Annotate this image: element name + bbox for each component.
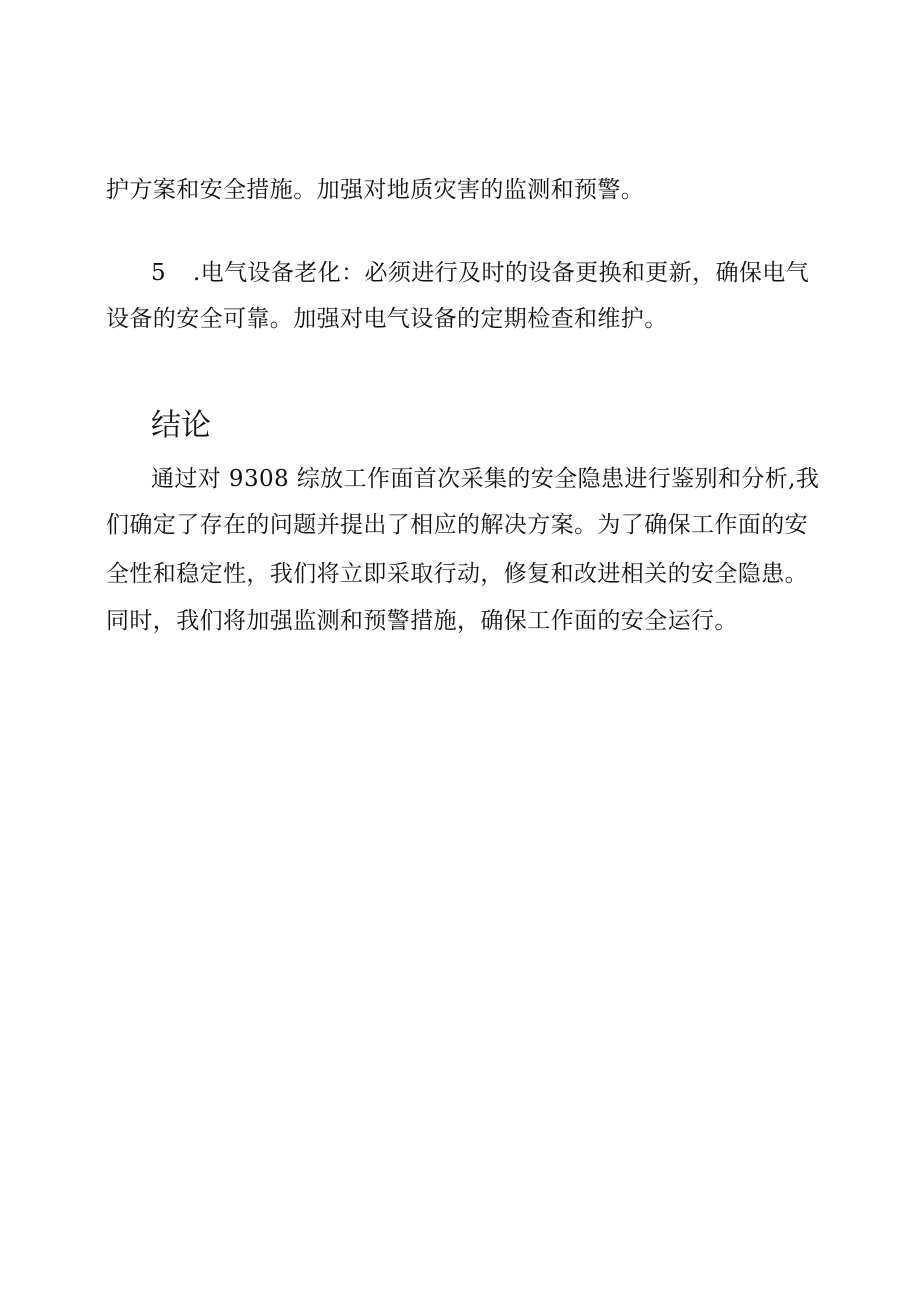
- continued-paragraph-line: 护方案和安全措施。加强对地质灾害的监测和预警。: [106, 177, 645, 203]
- item-number: 5: [151, 260, 167, 286]
- conclusion-line-3: 全性和稳定性，我们将立即采取行动，修复和改进相关的安全隐患。: [106, 561, 808, 587]
- item-5-line-1: [151, 259, 809, 287]
- conclusion-line-2: 们确定了存在的问题并提出了相应的解决方案。为了确保工作面的安: [106, 512, 808, 538]
- conclusion-line-1: 通过对 9308 综放工作面首次采集的安全隐患进行鉴别和分析,我: [151, 466, 820, 492]
- item-5-line-2: 设备的安全可靠。加强对电气设备的定期检查和维护。: [106, 306, 668, 332]
- item-5-text: .电气设备老化：必须进行及时的设备更换和更新，确保电气: [193, 260, 810, 286]
- conclusion-line-4: 同时，我们将加强监测和预警措施，确保工作面的安全运行。: [106, 608, 738, 634]
- conclusion-heading: 结论: [151, 408, 211, 443]
